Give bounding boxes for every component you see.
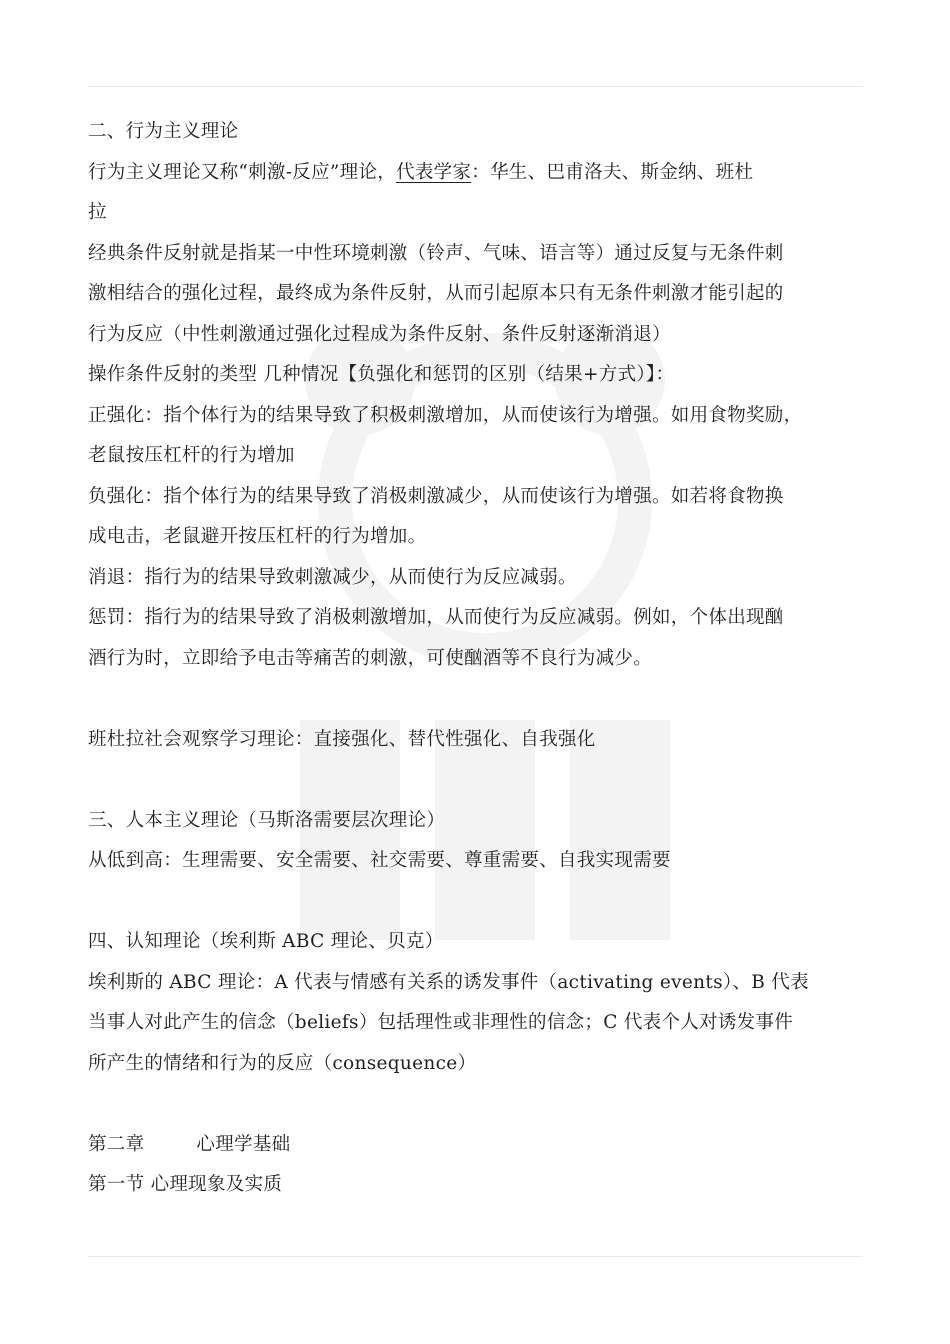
paragraph-line: 老鼠按压杠杆的行为增加 [88,445,295,466]
header-rule [88,86,863,87]
chapter-title: 心理学基础 [196,1133,291,1155]
paragraph-line: 操作条件反射的类型 几种情况【负强化和惩罚的区别（结果+方式）】： [88,364,675,385]
paragraph-line: 班杜拉社会观察学习理论：直接强化、替代性强化、自我强化 [88,728,596,750]
paragraph-line: 酒行为时，立即给予电击等痛苦的刺激，可使酗酒等不良行为减少。 [88,647,653,669]
paragraph-line: 正强化：指个体行为的结果导致了积极刺激增加，从而使该行为增强。如用食物奖励， [88,404,803,426]
blank-line [88,1084,878,1125]
underlined-term: 代表学家 [396,161,472,183]
chapter-number: 第二章 [88,1133,145,1155]
section-heading-behaviorism: 二、行为主义理论 [88,121,239,142]
section-title: 第一节 心理现象及实质 [88,1174,283,1195]
blank-line [88,760,878,801]
paragraph-line [88,153,878,194]
section-heading-cognitive: 四、认知理论（埃利斯 ABC 理论、贝克） [88,931,444,952]
paragraph-line: 埃利斯的 ABC 理论：A 代表与情感有关系的诱发事件（activating events）、B 代表 [88,971,809,993]
paragraph-line: 激相结合的强化过程，最终成为条件反射，从而引起原本只有无条件刺激才能引起的 [88,283,784,304]
document-body [88,112,878,1206]
section-heading-humanism: 三、人本主义理论（马斯洛需要层次理论） [88,809,446,831]
blank-line [88,679,878,720]
footer-rule [88,1256,863,1257]
paragraph-line: 从低到高：生理需要、安全需要、社交需要、尊重需要、自我实现需要 [88,850,671,871]
blank-line [88,882,878,923]
paragraph-line: 消退：指行为的结果导致刺激减少，从而使行为反应减弱。 [88,566,577,588]
paragraph-line: 行为反应（中性刺激通过强化过程成为条件反射、条件反射逐渐消退） [88,323,671,345]
paragraph-line: 经典条件反射就是指某一中性环境刺激（铃声、气味、语言等）通过反复与无条件刺 [88,242,784,264]
paragraph-line: 拉 [88,202,107,223]
text-span: ：华生、巴甫洛夫、斯金纳、班杜 [471,161,754,183]
paragraph-line: 当事人对此产生的信念（beliefs）包括理性或非理性的信念；C 代表个人对诱发事件 [88,1012,794,1033]
paragraph-line: 成电击，老鼠避开按压杠杆的行为增加。 [88,526,427,547]
paragraph-line: 所产生的情绪和行为的反应（consequence） [88,1052,477,1074]
paragraph-line: 负强化：指个体行为的结果导致了消极刺激减少，从而使该行为增强。如若将食物换 [88,485,784,507]
chapter-heading [88,1125,878,1166]
text-span: 行为主义理论又称“刺激-反应”理论， [88,161,397,183]
paragraph-line: 惩罚：指行为的结果导致了消极刺激增加，从而使行为反应减弱。例如，个体出现酗 [88,607,784,628]
